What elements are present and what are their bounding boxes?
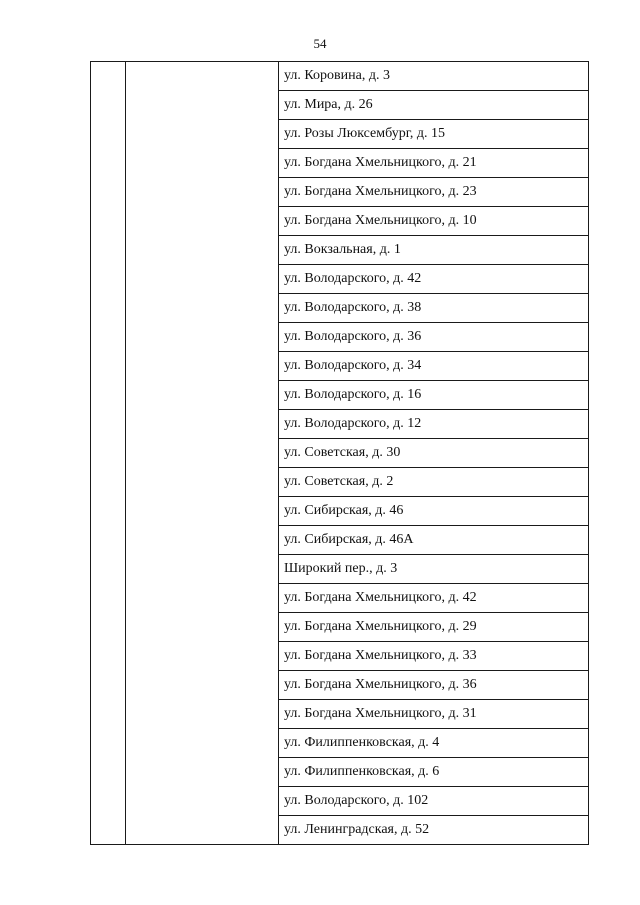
address-cell: ул. Володарского, д. 38 xyxy=(279,294,589,323)
address-cell: Широкий пер., д. 3 xyxy=(279,555,589,584)
address-cell: ул. Мира, д. 26 xyxy=(279,91,589,120)
address-table-body xyxy=(91,62,589,845)
address-cell: ул. Володарского, д. 12 xyxy=(279,410,589,439)
address-cell: ул. Богдана Хмельницкого, д. 31 xyxy=(279,700,589,729)
address-cell: ул. Розы Люксембург, д. 15 xyxy=(279,120,589,149)
page-number: 54 xyxy=(313,36,327,51)
address-cell: ул. Советская, д. 2 xyxy=(279,468,589,497)
address-table xyxy=(90,61,589,845)
address-cell: ул. Сибирская, д. 46А xyxy=(279,526,589,555)
address-cell: ул. Богдана Хмельницкого, д. 29 xyxy=(279,613,589,642)
address-cell: ул. Сибирская, д. 46 xyxy=(279,497,589,526)
address-cell: ул. Володарского, д. 16 xyxy=(279,381,589,410)
address-cell: ул. Ленинградская, д. 52 xyxy=(279,816,589,845)
address-cell: ул. Володарского, д. 34 xyxy=(279,352,589,381)
address-cell: ул. Володарского, д. 42 xyxy=(279,265,589,294)
address-cell: ул. Филиппенковская, д. 6 xyxy=(279,758,589,787)
address-cell: ул. Богдана Хмельницкого, д. 21 xyxy=(279,149,589,178)
address-cell: ул. Володарского, д. 36 xyxy=(279,323,589,352)
table-row xyxy=(91,62,589,91)
address-cell: ул. Богдана Хмельницкого, д. 10 xyxy=(279,207,589,236)
address-cell: ул. Богдана Хмельницкого, д. 42 xyxy=(279,584,589,613)
address-cell: ул. Коровина, д. 3 xyxy=(279,62,589,91)
address-cell: ул. Вокзальная, д. 1 xyxy=(279,236,589,265)
address-cell: ул. Богдана Хмельницкого, д. 23 xyxy=(279,178,589,207)
address-cell: ул. Володарского, д. 102 xyxy=(279,787,589,816)
address-cell: ул. Богдана Хмельницкого, д. 36 xyxy=(279,671,589,700)
address-cell: ул. Богдана Хмельницкого, д. 33 xyxy=(279,642,589,671)
number-column-cell xyxy=(91,62,126,845)
address-cell: ул. Советская, д. 30 xyxy=(279,439,589,468)
address-cell: ул. Филиппенковская, д. 4 xyxy=(279,729,589,758)
name-column-cell xyxy=(126,62,279,845)
